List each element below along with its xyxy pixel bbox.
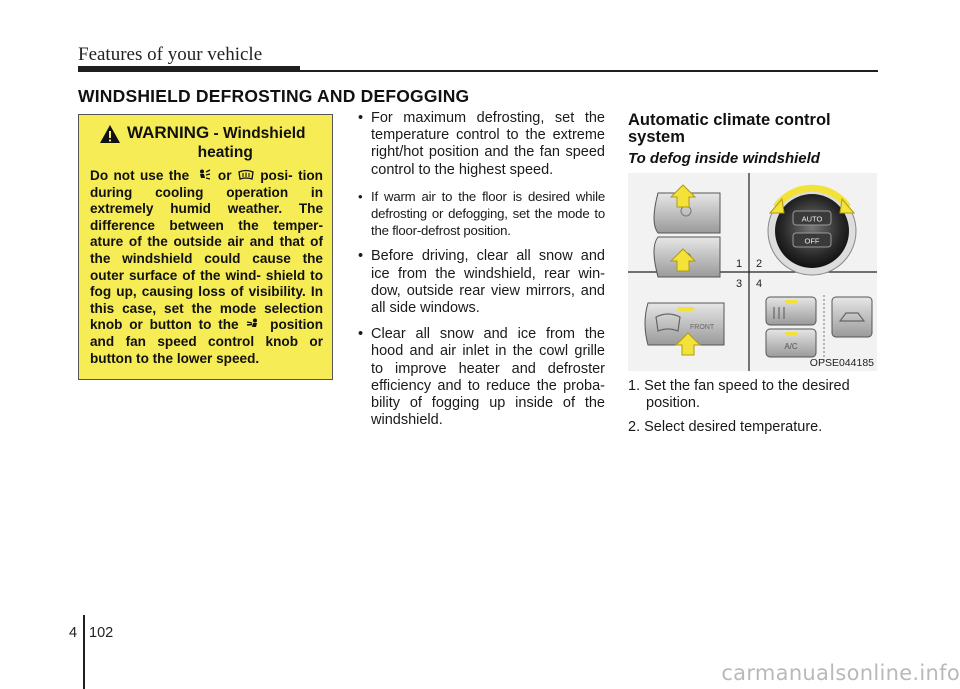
header-rule-thin	[300, 70, 878, 72]
floor-defrost-mode-icon	[195, 169, 213, 182]
face-level-mode-icon	[245, 318, 263, 331]
climate-control-figure	[628, 173, 877, 371]
climate-section-subtitle: To defog inside windshield	[628, 150, 820, 167]
section-title: WINDSHIELD DEFROSTING AND DEFOGGING	[78, 86, 470, 106]
figure-label-2: 2	[756, 258, 763, 270]
bullet-item-4: • Clear all snow and ice from the hood and air inlet in the cowl grille to improve heater and defroster efficiency and to reduce the proba- bility of fogging up inside of the windshield.	[357, 326, 605, 429]
footer-chapter-number: 4	[69, 625, 78, 641]
step-text: Select desired temperature.	[644, 419, 823, 436]
footer-rule	[83, 615, 85, 689]
warning-label: WARNING	[127, 123, 210, 142]
header-rule-thick	[78, 66, 300, 72]
front-defrost-icon	[237, 169, 255, 182]
step-item	[628, 419, 878, 436]
warning-header	[99, 123, 323, 162]
front-button-label: FRONT	[690, 324, 715, 331]
warning-subtitle-line2: heating	[197, 144, 253, 161]
warning-body-part2: posi- tion during cooling operation in extremely humid weather. The difference between the temper- ature of the outside air and that of the windshield could cause the outer surface of the wind- shield to fog up, causing loss of visibility. In this case, set the mode selection knob or button to the	[90, 168, 323, 333]
ac-button-label: A/C	[784, 342, 798, 351]
warning-subtitle-line1: - Windshield	[209, 125, 306, 142]
figure-code: OPSE044185	[809, 357, 874, 369]
warning-body-part1: Do not use the	[90, 168, 195, 183]
step-item	[628, 378, 878, 412]
climate-section-title: Automatic climate control system	[628, 111, 831, 146]
step-text-cont: position.	[646, 395, 701, 412]
instructions-column	[357, 110, 605, 438]
figure-label-4: 4	[756, 278, 763, 290]
warning-body-part3: position and fan speed control knob or button to the lower speed.	[90, 317, 323, 366]
step-number: 1.	[628, 378, 641, 394]
watermark: carmanualsonline.info	[721, 661, 960, 685]
bullet-item-3: • Before driving, clear all snow and ice from the windshield, rear win- dow, outside rear view mirrors, and all side windows.	[357, 248, 605, 317]
off-button-label: OFF	[804, 236, 820, 246]
bullet-item-2: • If warm air to the floor is desired while defrosting or defogging, set the mode to the floor-defrost position.	[357, 188, 605, 240]
warning-body-or: or	[212, 168, 237, 183]
climate-steps	[628, 378, 878, 444]
page-header-title: Features of your vehicle	[78, 44, 263, 65]
step-number: 2.	[628, 419, 641, 436]
bullet-item-1: • For maximum defrosting, set the temperature control to the extreme right/hot position and the fan speed control to the highest speed.	[357, 110, 605, 179]
step-text: Set the fan speed to the desired	[644, 378, 850, 394]
warning-triangle-icon	[99, 124, 121, 144]
figure-label-1: 1	[736, 258, 743, 270]
warning-body	[90, 168, 323, 367]
footer-page-number: 102	[89, 625, 114, 641]
climate-control-illustration	[628, 173, 877, 371]
auto-button-label: AUTO	[801, 214, 823, 224]
figure-label-3: 3	[736, 278, 743, 290]
warning-box	[78, 114, 333, 380]
